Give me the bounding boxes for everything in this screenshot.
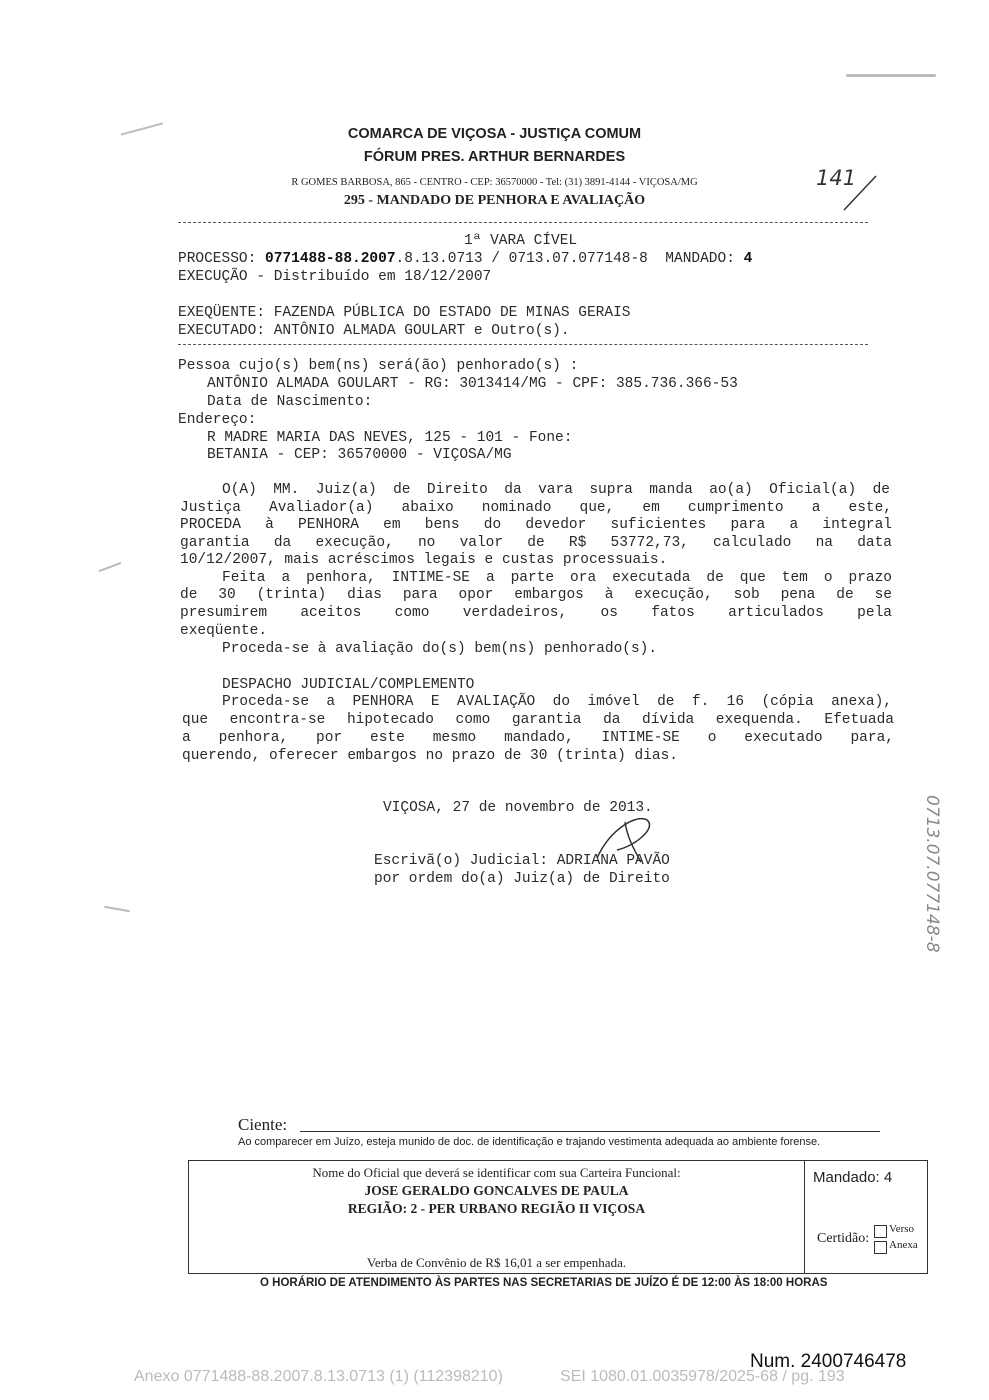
execucao: EXECUÇÃO - Distribuído em 18/12/2007 [178, 269, 492, 285]
paragraph1-line: O(A) MM. Juiz(a) de Direito da vara supra manda ao(a) Oficial(a) de [222, 482, 890, 498]
paragraph2-line: presumirem aceitos como verdadeiros, os fatos articulados pela [180, 605, 892, 621]
despacho-line: a penhora, por este mesmo mandado, INTIME-SE o executado para, [182, 730, 894, 746]
court-address: R GOMES BARBOSA, 865 - CENTRO - CEP: 36570000 - Tel: (31) 3891-4144 - VIÇOSA/MG [291, 177, 698, 188]
pessoa-nascimento: Data de Nascimento: [207, 394, 373, 410]
verba: Verba de Convênio de R$ 16,01 a ser empenhada. [366, 1255, 627, 1270]
box-divider [804, 1161, 805, 1273]
escriva: Escrivã(o) Judicial: ADRIANA PAVÃO [374, 853, 670, 869]
forum-title: FÓRUM PRES. ARTHUR BERNARDES [363, 149, 626, 165]
executado: EXECUTADO: ANTÔNIO ALMADA GOULART e Outro(s). [178, 323, 570, 339]
ordem-juiz: por ordem do(a) Juiz(a) de Direito [374, 871, 670, 887]
anexo-stamp: Anexo 0771488-88.2007.8.13.0713 (1) (112398210) [134, 1368, 503, 1385]
num-stamp: Num. 2400746478 [750, 1351, 907, 1372]
paragraph3: Proceda-se à avaliação do(s) bem(ns) penhorado(s). [222, 641, 658, 657]
oficial-label: Nome do Oficial que deverá se identificar com sua Carteira Funcional: [312, 1165, 681, 1180]
despacho-line: Proceda-se a PENHORA E AVALIAÇÃO do imóvel de f. 16 (cópia anexa), [222, 694, 892, 710]
scan-mark [98, 562, 121, 572]
despacho-title: DESPACHO JUDICIAL/COMPLEMENTO [222, 677, 475, 693]
processo-label: PROCESSO: [178, 251, 266, 267]
margin-handwriting: 0713.07.077148-8 [922, 795, 942, 953]
court-title: COMARCA DE VIÇOSA - JUSTIÇA COMUM [347, 126, 642, 142]
forum-notice: Ao comparecer em Juízo, esteja munido de doc. de identificação e trajando vestimenta adequada ao ambiente forense. [238, 1136, 821, 1148]
paragraph2-line: de 30 (trinta) dias para opor embargos à execução, sob pena de se [180, 587, 892, 603]
vara: 1ª VARA CÍVEL [464, 233, 578, 249]
paragraph1-line: PROCEDA à PENHORA em bens do devedor suficientes para a integral [180, 517, 892, 533]
exequente: EXEQÜENTE: FAZENDA PÚBLICA DO ESTADO DE MINAS GERAIS [178, 305, 631, 321]
divider [178, 344, 868, 345]
document-type: 295 - MANDADO DE PENHORA E AVALIAÇÃO [343, 193, 646, 208]
pessoa-nome: ANTÔNIO ALMADA GOULART - RG: 3013414/MG - CPF: 385.736.366-53 [207, 376, 738, 392]
ciente-label: Ciente: [238, 1115, 288, 1134]
sei-stamp: SEI 1080.01.0035978/2025-68 / pg. 193 [560, 1368, 845, 1385]
stamp-slash [838, 172, 880, 214]
horario: O HORÁRIO DE ATENDIMENTO ÀS PARTES NAS SECRETARIAS DE JUÍZO É DE 12:00 ÀS 18:00 HORAS [260, 1277, 828, 1289]
despacho-line: querendo, oferecer embargos no prazo de 30 (trinta) dias. [182, 748, 678, 764]
endereco-line2: BETANIA - CEP: 36570000 - VIÇOSA/MG [207, 447, 512, 463]
signature [585, 810, 665, 870]
page-number-stamp: 141 [816, 166, 857, 190]
oficial-box [188, 1160, 928, 1274]
paragraph1-line: Justiça Avaliador(a) abaixo nominado que, em cumprimento a este, [180, 500, 892, 516]
verso-label: Verso [889, 1223, 915, 1235]
ciente-line [300, 1131, 880, 1132]
issue-date: VIÇOSA, 27 de novembro de 2013. [383, 800, 653, 816]
divider [178, 222, 868, 223]
pessoa-title: Pessoa cujo(s) bem(ns) será(ão) penhorado(s) : [178, 358, 579, 374]
paragraph2-line: Feita a penhora, INTIME-SE a parte ora executada de que tem o prazo [222, 570, 892, 586]
endereco-label: Endereço: [178, 412, 257, 428]
endereco-line1: R MADRE MARIA DAS NEVES, 125 - 101 - Fone: [207, 430, 573, 446]
anexa-checkbox[interactable] [874, 1241, 887, 1254]
despacho-line: que encontra-se hipotecado como garantia da dívida exequenda. Efetuada [182, 712, 894, 728]
oficial-name: JOSE GERALDO GONCALVES DE PAULA [364, 1183, 629, 1198]
scan-mark [104, 906, 130, 912]
paragraph1-line: 10/12/2007, mais acréscimos legais e custas processuais. [180, 552, 668, 568]
certidao-label: Certidão: [817, 1231, 870, 1246]
mandado-number: 4 [743, 251, 753, 267]
paragraph1-line: garantia da execução, no valor de R$ 53772,73, calculado na data [180, 535, 892, 551]
processo-line [178, 251, 752, 267]
mandado-box-label: Mandado: 4 [813, 1169, 893, 1186]
processo-rest: .8.13.0713 / 0713.07.077148-8 MANDADO: [395, 251, 744, 267]
processo-number: 0771488-88.2007 [265, 251, 396, 267]
anexa-label: Anexa [889, 1239, 918, 1251]
scan-mark [846, 74, 936, 77]
verso-checkbox[interactable] [874, 1225, 887, 1238]
paragraph2-line: exeqüente. [180, 623, 268, 639]
regiao: REGIÃO: 2 - PER URBANO REGIÃO II VIÇOSA [347, 1201, 646, 1216]
